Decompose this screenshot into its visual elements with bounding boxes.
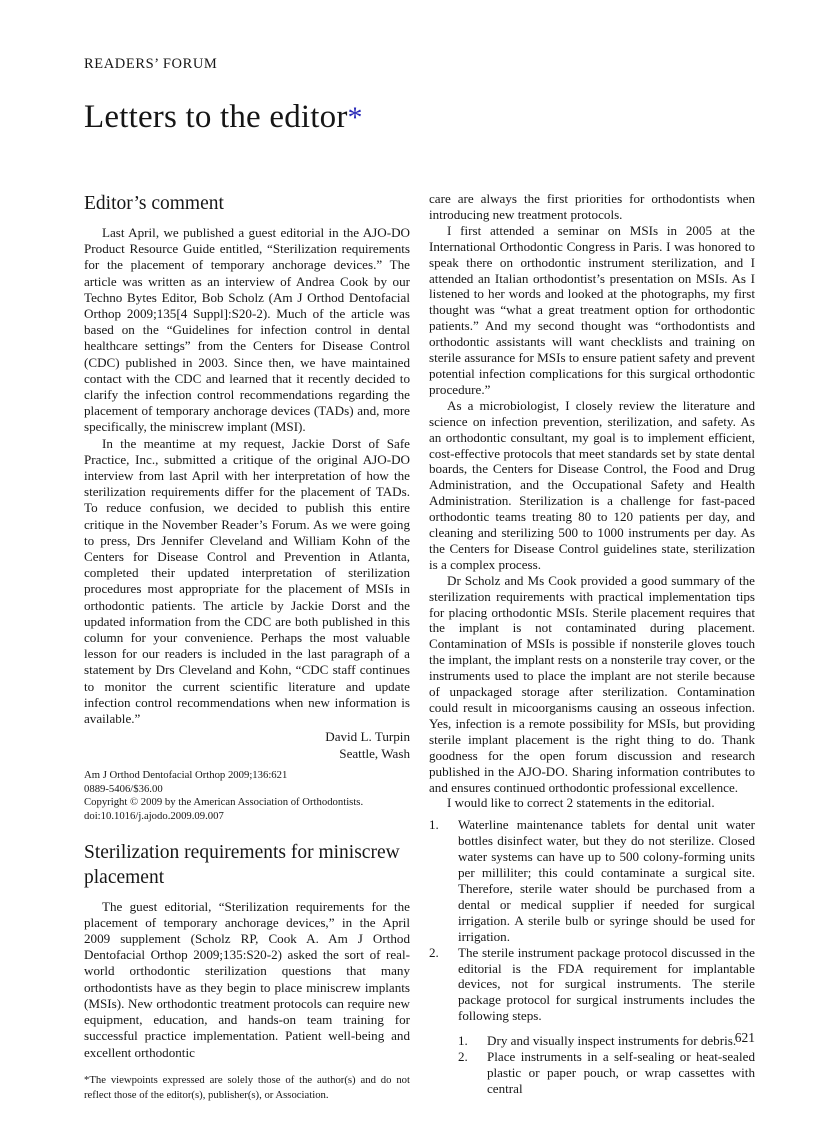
list-item-number: 2. (429, 944, 439, 960)
editors-comment-heading: Editor’s comment (84, 193, 224, 214)
column-left (84, 191, 410, 1101)
citation-line: doi:10.1016/j.ajodo.2009.09.007 (84, 810, 224, 823)
letter-paragraph-start: The guest editorial, “Sterilization requirements for the placement of temporary anchorage devices,” in the April 2009 supplement (Scholz RP, Cook A. Am J Orthod Dentofacial Orthop 2009;135:S20-2) asked the sort of real-world orthodontic sterilization questions that many orthodontists have as they begin to place miniscrew implants (MSIs). New orthodontic treatment protocols can require new equipment, education, and hands-on team training for successful practice implementation. Patient well-being and excellent orthodontic (84, 898, 410, 1060)
column-right (429, 191, 755, 1096)
list-item-number: 1. (429, 817, 439, 833)
list-item-text: Dry and visually inspect instruments for debris. (487, 1033, 737, 1049)
footnote-asterisk: * (84, 1073, 90, 1086)
page-title (84, 99, 363, 136)
citation-block (84, 769, 410, 823)
page-number: 621 (734, 1030, 755, 1045)
editors-comment-paragraph: In the meantime at my request, Jackie Dorst of Safe Practice, Inc., submitted a critique of the original AJO-DO interview from last April with her interpretation of how the sterilization requirements differ for the placement of TADs. To reduce confusion, we decided to publish this entire critique in the November Reader’s Forum. As we were going to press, Drs Jennifer Cleveland and William Kohn of the Centers for Disease Control and Prevention in Atlanta, completed their updated interpretation of sterilization procedures most appropriate for the placement of MSIs in orthodontic patients. The article by Jackie Dorst and the updated information from the CDC are both published in this column for your convenience. Perhaps the most valuable lesson for our readers is included in the last paragraph of a statement by Drs Cleveland and Kohn, “CDC staff continues to monitor the current scientific literature and update infection control recommendations when new information is available.” (84, 435, 410, 727)
page-title-text: Letters to the editor (84, 99, 348, 135)
letter-paragraph: I first attended a seminar on MSIs in 2005 at the International Orthodontic Congress in Paris. I was honored to speak there on orthodontic instrument sterilization, and I attended an Italian orthodontist’s presentation on MSIs. As I listened to her words and looked at the photographs, my first thought was “what a great treatment option for orthodontic patients.” And my second thought was “orthodontists and orthodontic assistants will want checklists and training on sterile assurance for MSIs to ensure patient safety and prevent potential infection complications for this surgical orthodontic procedure.” (429, 222, 755, 397)
letter-paragraph-continuation: care are always the first priorities for orthodontists when introducing new treatment protocols. (429, 191, 755, 222)
byline-location: Seattle, Wash (339, 746, 410, 762)
letter-paragraph: As a microbiologist, I closely review the literature and science on infection prevention, sterilization, and safety. As an orthodontic consultant, my goal is to implement efficient, cost-effective protocols that meet standards set by state dental boards, the Centers for Disease Control, the Food and Drug Administration, and the Occupational Safety and Health Administration. Sterilization is a challenge for fast-paced orthodontic teams treating 80 to 120 patients per day, and cleaning and sterilizing 500 to 1000 instruments per day. As the Centers for Disease Control guidelines state, sterilization is a complex process. (429, 397, 755, 572)
letter-paragraph: I would like to correct 2 statements in the editorial. (447, 795, 715, 811)
editors-comment-paragraph: Last April, we published a guest editorial in the AJO-DO Product Resource Guide entitled, “Sterilization requirements for the placement of temporary anchorage devices.” The article was written as an interview of Andrea Cook by our Techno Bytes Editor, Bob Scholz (Am J Orthod Dentofacial Orthop 2009;135[4 Suppl]:S20-2). Much of the article was based on the “Guidelines for infection control in dental healthcare settings” from the Centers for Disease Control (CDC) published in 2003. Since then, we have maintained contact with the CDC and learned that it recently decided to clarify the infection control recommendations regarding the placement of temporary anchorage devices (TADs) and, more specifically, the miniscrew implant (MSI). (84, 225, 410, 435)
footnote (84, 1061, 410, 1103)
byline-name: David L. Turpin (325, 729, 410, 745)
citation-line: Copyright © 2009 by the American Association of Orthodontists. (84, 796, 364, 809)
two-column-body (84, 191, 755, 1101)
list-item (429, 817, 755, 944)
list-item-text: Waterline maintenance tablets for dental unit water bottles disinfect water, but they do not sterilize. Closed water systems can have up to 500 colony-forming units per milliliter; this could contaminate a surgical site. Therefore, sterile water should be purchased from a dental or medical supplier if needed for surgical irrigation. A sterile bulb or syringe should be used for irrigation. (458, 817, 755, 944)
list-item-text: Place instruments in a self-sealing or heat-sealed plastic or paper pouch, or wrap cassettes with central (487, 1049, 755, 1096)
citation-line: Am J Orthod Dentofacial Orthop 2009;136:621 (84, 769, 288, 782)
list-item-text: The sterile instrument package protocol discussed in the editorial is the FDA requirement for implantable devices, not for surgical instruments. The sterile package protocol for surgical instruments includes the following steps. (458, 944, 755, 1024)
list-item-number: 1. (458, 1033, 468, 1049)
correction-list (429, 817, 755, 1096)
section-kicker: READERS’ FORUM (84, 56, 218, 72)
letter-paragraph: Dr Scholz and Ms Cook provided a good summary of the sterilization requirements with practical implementation tips for placing orthodontic MSIs. Sterile placement requires that the implant is not contaminated during placement. Contamination of MSIs is possible if nonsterile gloves touch the implant, the implant rests on a nonsterile tray cover, or the instruments used to place the implant are not sterile because of unpackaged storage after sterilization. Contamination could result in micoorganisms causing an osseous infection. Yes, infection is a remote possibility for MSIs, but providing sterile implant placement is the right thing to do. Thank goodness for the open forum discussion and research published in the AJO-DO. Sharing information contributes to and ensures continued orthodontic professional excellence. (429, 572, 755, 795)
title-footnote-asterisk: * (347, 101, 363, 134)
letter-heading: Sterilization requirements for miniscrew placement (84, 841, 400, 888)
list-item (458, 1049, 755, 1097)
citation-line: 0889-5406/$36.00 (84, 782, 163, 795)
footnote-text: The viewpoints expressed are solely those of the author(s) and do not reflect those of the editor(s), publisher(s), or Association. (84, 1073, 410, 1101)
list-item (429, 945, 755, 1025)
list-item-number: 2. (458, 1049, 468, 1065)
byline (84, 728, 410, 762)
